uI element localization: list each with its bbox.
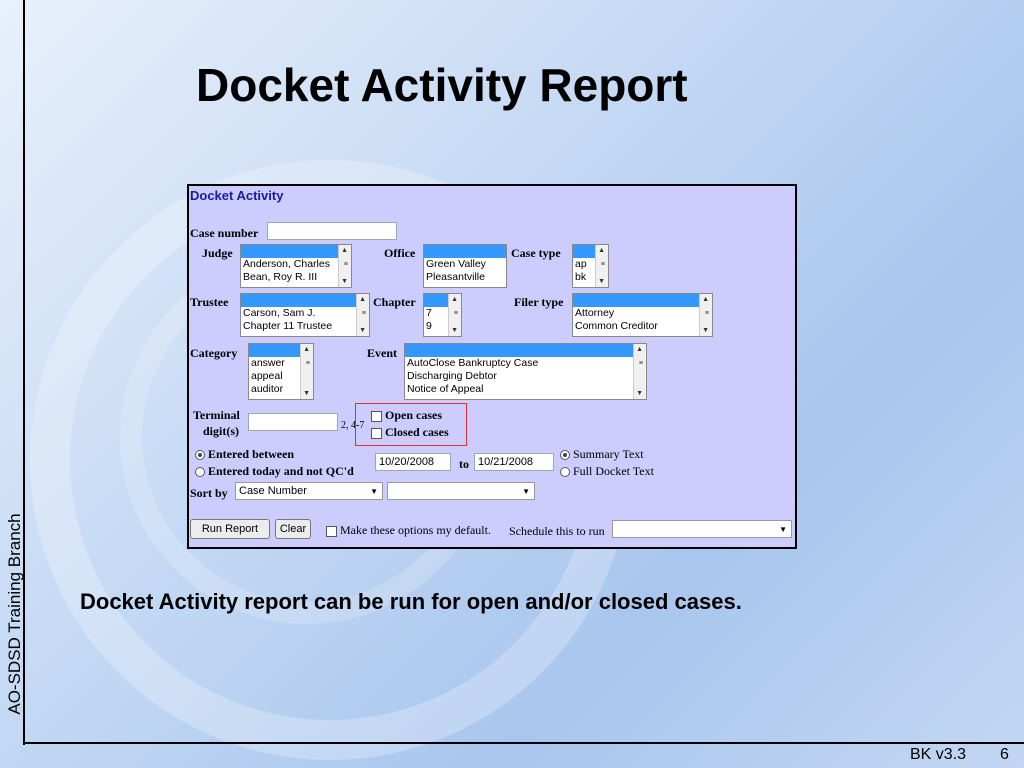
event-option-blank[interactable] <box>405 344 633 357</box>
sort-by-label: Sort by <box>190 486 228 500</box>
category-scrollbar[interactable]: ▲ ≡ ▼ <box>300 344 313 399</box>
sort-by-value: Case Number <box>239 485 307 497</box>
trustee-option-blank[interactable] <box>241 294 356 307</box>
entered-today-radio[interactable] <box>195 464 354 479</box>
open-cases-checkbox[interactable] <box>371 408 442 423</box>
filer-type-scrollbar[interactable]: ▲ ≡ ▼ <box>699 294 712 336</box>
date-from-input[interactable]: 10/20/2008 <box>375 453 451 471</box>
judge-option[interactable]: Anderson, Charles <box>243 258 330 270</box>
category-option[interactable]: answer <box>251 357 285 369</box>
chapter-option[interactable]: 9 <box>426 320 432 332</box>
closed-cases-label: Closed cases <box>385 425 449 439</box>
entered-between-label: Entered between <box>208 447 295 461</box>
to-label: to <box>459 457 469 471</box>
chevron-down-icon: ▼ <box>522 487 530 496</box>
filer-type-listbox[interactable] <box>572 293 713 337</box>
full-docket-text-radio[interactable] <box>560 464 654 479</box>
entered-today-label: Entered today and not QC'd <box>208 464 354 478</box>
terminal-digits-hint: 2, 4-7 <box>341 420 365 431</box>
case-type-option[interactable]: ap <box>575 258 587 270</box>
category-option[interactable]: appeal <box>251 370 283 382</box>
chapter-listbox[interactable] <box>423 293 462 337</box>
radio-icon[interactable] <box>195 467 205 477</box>
trustee-scrollbar[interactable]: ▲ ≡ ▼ <box>356 294 369 336</box>
side-label: AO-SDSD Training Branch <box>5 513 24 715</box>
sort-by-secondary-select[interactable] <box>387 482 535 500</box>
category-option-blank[interactable] <box>249 344 300 357</box>
case-type-label: Case type <box>511 246 561 260</box>
checkbox-icon[interactable] <box>371 411 382 422</box>
version-label: BK v3.3 <box>910 746 967 763</box>
case-type-option[interactable]: bk <box>575 271 587 283</box>
chevron-down-icon: ▼ <box>370 487 378 496</box>
event-label: Event <box>367 346 397 360</box>
radio-selected-icon[interactable] <box>195 450 205 460</box>
summary-text-radio[interactable] <box>560 447 644 462</box>
chapter-option-blank[interactable] <box>424 294 448 307</box>
trustee-label: Trustee <box>190 295 229 309</box>
chapter-scrollbar[interactable]: ▲ ≡ ▼ <box>448 294 461 336</box>
chapter-option[interactable]: 7 <box>426 307 432 319</box>
office-option[interactable]: Pleasantville <box>426 271 485 283</box>
category-label: Category <box>190 346 238 360</box>
case-number-label: Case number <box>190 226 259 240</box>
trustee-option[interactable]: Chapter 11 Trustee <box>243 320 333 332</box>
chevron-down-icon: ▼ <box>779 525 787 534</box>
entered-between-radio[interactable] <box>195 447 294 462</box>
summary-text-label: Summary Text <box>573 447 644 461</box>
event-scrollbar[interactable]: ▲ ≡ ▼ <box>633 344 646 399</box>
case-number-input[interactable] <box>267 222 397 240</box>
case-type-option-blank[interactable] <box>573 245 595 258</box>
office-listbox[interactable] <box>423 244 507 288</box>
terminal-digits-input[interactable] <box>248 413 338 431</box>
judge-scrollbar[interactable]: ▲ ≡ ▼ <box>338 245 351 287</box>
trustee-listbox[interactable] <box>240 293 370 337</box>
open-cases-label: Open cases <box>385 408 442 422</box>
terminal-label: Terminal <box>193 408 240 422</box>
slide-title: Docket Activity Report <box>196 59 688 111</box>
radio-selected-icon[interactable] <box>560 450 570 460</box>
clear-button[interactable]: Clear <box>275 519 311 539</box>
docket-activity-form <box>187 184 797 549</box>
form-heading: Docket Activity <box>190 188 284 203</box>
office-label: Office <box>384 246 416 260</box>
schedule-select[interactable] <box>612 520 792 538</box>
radio-icon[interactable] <box>560 467 570 477</box>
event-listbox[interactable] <box>404 343 647 400</box>
office-option[interactable]: Green Valley <box>426 258 486 270</box>
date-to-input[interactable]: 10/21/2008 <box>474 453 554 471</box>
event-option[interactable]: AutoClose Bankruptcy Case <box>407 357 539 369</box>
make-default-checkbox[interactable] <box>326 523 491 538</box>
case-type-listbox[interactable] <box>572 244 609 288</box>
slide-caption: Docket Activity report can be run for open and/or closed cases. <box>80 589 742 614</box>
make-default-label: Make these options my default. <box>340 523 491 537</box>
case-type-scrollbar[interactable]: ▲ ≡ ▼ <box>595 245 608 287</box>
filer-type-option-blank[interactable] <box>573 294 699 307</box>
checkbox-icon[interactable] <box>326 526 337 537</box>
chapter-label: Chapter <box>373 295 416 309</box>
office-option-blank[interactable] <box>424 245 506 258</box>
page-number: 6 <box>1000 746 1009 763</box>
trustee-option[interactable]: Carson, Sam J. <box>243 307 316 319</box>
filer-type-option[interactable]: Common Creditor <box>575 320 658 332</box>
event-option[interactable]: Discharging Debtor <box>407 370 497 382</box>
terminal-digits-label: digit(s) <box>203 424 239 438</box>
judge-option-blank[interactable] <box>241 245 351 258</box>
closed-cases-checkbox[interactable] <box>371 425 449 440</box>
filer-type-option[interactable]: Attorney <box>575 307 615 319</box>
sort-by-select[interactable] <box>235 482 383 500</box>
schedule-label: Schedule this to run <box>509 524 605 538</box>
event-option[interactable]: Notice of Appeal <box>407 383 484 395</box>
judge-option[interactable]: Bean, Roy R. III <box>243 271 318 283</box>
full-docket-text-label: Full Docket Text <box>573 464 654 478</box>
category-listbox[interactable] <box>248 343 314 400</box>
run-report-button[interactable]: Run Report <box>190 519 270 539</box>
judge-listbox[interactable] <box>240 244 352 288</box>
judge-label: Judge <box>202 246 233 260</box>
slide-frame-bottom-rule <box>23 742 1024 744</box>
category-option[interactable]: auditor <box>251 383 284 395</box>
filer-type-label: Filer type <box>514 295 564 309</box>
checkbox-icon[interactable] <box>371 428 382 439</box>
